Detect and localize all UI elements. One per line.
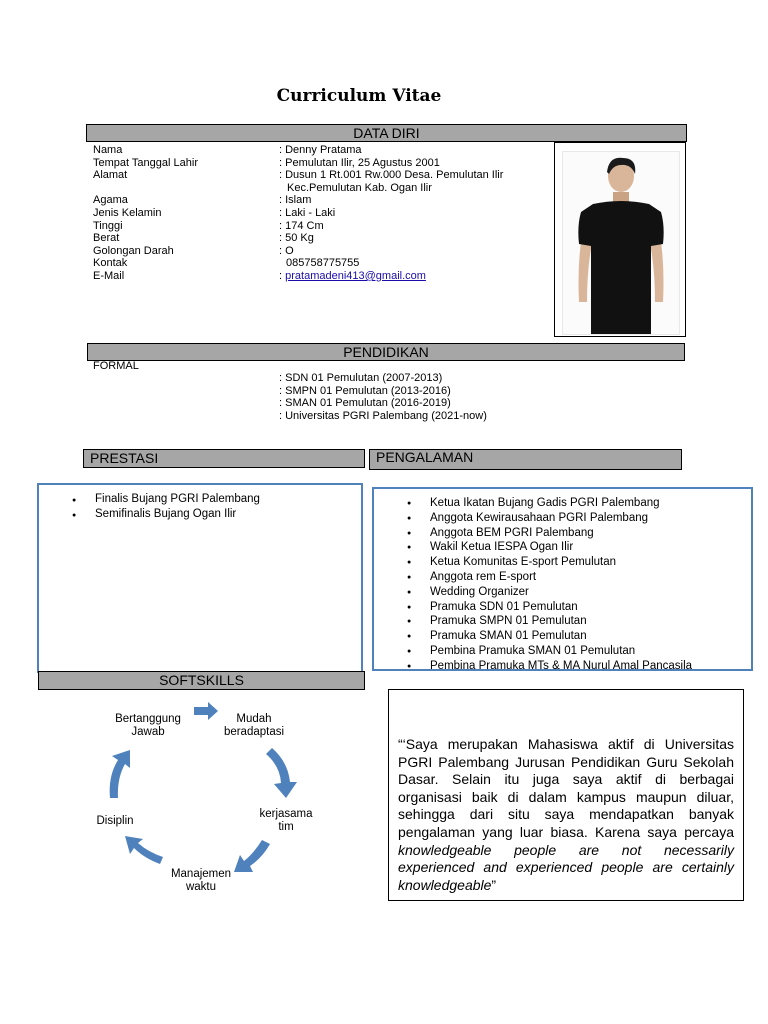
value-email-prefix: :	[279, 269, 286, 282]
cycle-node-kerjasama-tim: kerjasama tim	[259, 808, 313, 833]
label-tinggi: Tinggi	[93, 219, 123, 232]
label-kontak: Kontak	[93, 257, 128, 270]
arrow-down-right-icon	[266, 748, 297, 798]
pendidikan-header	[87, 343, 685, 361]
pendidikan-item: : SMAN 01 Pemulutan (2016-2019)	[279, 397, 451, 410]
value-email-row	[279, 270, 549, 283]
list-item: ● Ketua Ikatan Bujang Gadis PGRI Palembang	[374, 496, 692, 511]
value-golongan-darah: : O	[279, 244, 294, 257]
value-ttl: : Pemulutan Ilir, 25 Agustus 2001	[279, 156, 440, 169]
email-link[interactable]: pratamadeni413@gmail.com	[285, 269, 426, 282]
cycle-node-manajemen-waktu: Manajemen waktu	[170, 868, 232, 893]
label-jenis-kelamin: Jenis Kelamin	[93, 206, 162, 219]
pendidikan-header-label: PENDIDIKAN	[343, 344, 429, 360]
prestasi-header	[83, 449, 365, 468]
pendidikan-item: : Universitas PGRI Palembang (2021-now)	[279, 409, 487, 422]
cycle-node-mudah-beradaptasi: Mudah beradaptasi	[223, 713, 285, 738]
value-agama: : Islam	[279, 194, 312, 207]
prestasi-box	[37, 483, 363, 673]
arrow-right-icon	[194, 702, 218, 720]
list-item: ● Pramuka SDN 01 Pemulutan	[374, 600, 692, 615]
list-item: ● Anggota rem E-sport	[374, 570, 692, 585]
list-item: ● Pembina Pramuka MTs & MA Nurul Amal Pancasila	[374, 659, 692, 674]
list-item: ● Anggota BEM PGRI Palembang	[374, 526, 692, 541]
pengalaman-header	[369, 449, 682, 470]
quote-part-2: ”	[491, 876, 497, 893]
pendidikan-item: : SMPN 01 Pemulutan (2013-2016)	[279, 384, 451, 397]
prestasi-header-label: PRESTASI	[90, 450, 159, 466]
cycle-arrows	[0, 690, 370, 890]
personal-labels	[93, 144, 273, 283]
softskills-header-label: SOFTSKILLS	[159, 672, 244, 688]
pengalaman-box	[372, 487, 753, 671]
value-nama: : Denny Pratama	[279, 144, 362, 156]
personal-values	[279, 144, 549, 283]
pengalaman-list	[374, 496, 692, 674]
label-berat: Berat	[93, 232, 120, 245]
cycle-node-disiplin: Disiplin	[96, 815, 134, 827]
profile-photo	[562, 151, 680, 335]
pendidikan-list	[279, 372, 487, 422]
pendidikan-formal-label: FORMAL	[93, 360, 139, 372]
label-nama: Nama	[93, 144, 123, 156]
list-item: ● Wakil Ketua IESPA Ogan Ilir	[374, 540, 692, 555]
quote-part-1: “‘Saya merupakan Mahasiswa aktif di Universitas PGRI Palembang Jurusan Pendidikan Guru Sekolah Dasar. Selain itu juga saya aktif di berbagai organisasi baik di dalam kampus maupun diluar, sehingga dari situ saya mendapatkan banyak pengalaman yang luar biasa. Karena saya percaya	[398, 736, 734, 840]
value-berat: : 50 Kg	[279, 232, 314, 245]
profile-photo-frame	[554, 142, 686, 337]
label-golongan-darah: Golongan Darah	[93, 244, 174, 257]
value-jenis-kelamin: : Laki - Laki	[279, 206, 336, 219]
label-alamat: Alamat	[93, 169, 128, 182]
quote-italic: knowledgeable people are not necessarily experienced and experienced people are certainly knowledgeable	[398, 841, 734, 893]
label-agama: Agama	[93, 194, 128, 207]
value-alamat-2: Kec.Pemulutan Kab. Ogan Ilir	[287, 181, 432, 194]
list-item: ● Pramuka SMAN 01 Pemulutan	[374, 629, 692, 644]
value-tinggi: : 174 Cm	[279, 219, 324, 232]
list-item: ● Pramuka SMPN 01 Pemulutan	[374, 614, 692, 629]
list-item: ● Finalis Bujang PGRI Palembang	[39, 492, 260, 507]
value-kontak: 085758775755	[286, 257, 360, 270]
list-item: ● Semifinalis Bujang Ogan Ilir	[39, 507, 260, 522]
list-item: ● Pembina Pramuka SMAN 01 Pemulutan	[374, 644, 692, 659]
value-alamat: : Dusun 1 Rt.001 Rw.000 Desa. Pemulutan Ilir	[279, 169, 504, 182]
list-item: ● Ketua Komunitas E-sport Pemulutan	[374, 555, 692, 570]
quote-text	[398, 736, 734, 894]
prestasi-list	[39, 492, 260, 522]
label-email: E-Mail	[93, 269, 125, 282]
arrow-up-icon	[110, 750, 130, 798]
softskills-header	[38, 671, 365, 690]
pengalaman-header-label: PENGALAMAN	[376, 449, 474, 465]
data-diri-header	[86, 124, 687, 142]
person-photo-icon	[563, 152, 679, 334]
arrow-up-left-icon	[125, 836, 163, 864]
quote-box	[388, 689, 744, 901]
cv-title: Curriculum Vitae	[276, 86, 442, 106]
label-ttl: Tempat Tanggal Lahir	[93, 156, 198, 169]
arrow-down-left-icon	[234, 840, 270, 872]
pendidikan-item: : SDN 01 Pemulutan (2007-2013)	[279, 372, 443, 384]
data-diri-header-label: DATA DIRI	[353, 125, 420, 141]
label-alamat-2	[93, 182, 273, 195]
list-item: ● Anggota Kewirausahaan PGRI Palembang	[374, 511, 692, 526]
list-item: ● Wedding Organizer	[374, 585, 692, 600]
cycle-node-bertanggung-jawab: Bertanggung Jawab	[115, 713, 181, 738]
